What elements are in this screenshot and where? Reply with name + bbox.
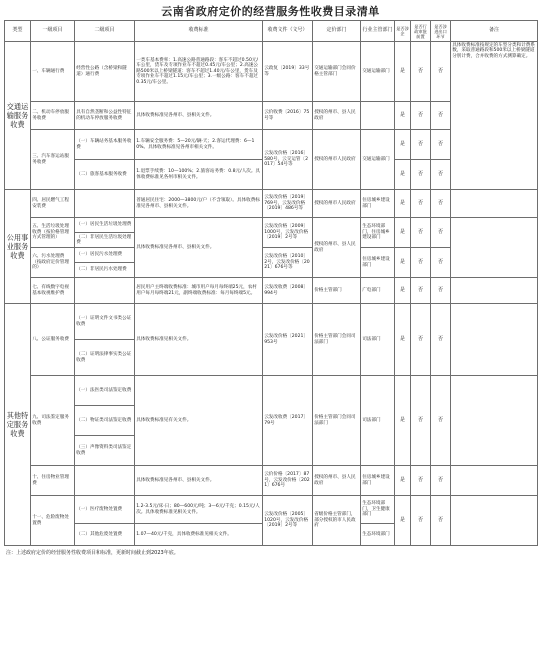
table-row	[5, 42, 538, 102]
is-admin: 否	[411, 102, 431, 130]
fee-document: 云发改收费〔2008〕994号	[263, 278, 313, 304]
fee-document: 云发改价格〔2019〕769号，云发改价格〔2019〕486号等	[263, 190, 313, 218]
is-admin: 否	[411, 130, 431, 160]
pricing-dept: 授权的州市人民政府	[313, 130, 361, 190]
fee-standard: 1.2-3.5元/床·日；80—600元/吨；3—6元/千克；0.15元/人次。具体收费标准见相关文件。	[135, 496, 263, 524]
is-admin: 否	[411, 248, 431, 278]
level2-item: （一）医疗废物处置费	[75, 496, 135, 524]
level2-item: （二）非居民生活垃圾处理费	[75, 233, 135, 248]
fee-standard: 具体收费标准见各州市、县相关文件。	[135, 102, 263, 130]
remarks	[451, 278, 538, 304]
fee-document: 云发改价格〔2010〕2号，云发改价格〔2021〕676号等	[263, 248, 313, 278]
table-row	[5, 496, 538, 524]
level2-item: 具有自然垄断和公益性特征的机动车停放服务收费	[75, 102, 135, 130]
industry-dept: 生态环境部门，卫生健康部门	[361, 496, 395, 524]
fee-document: 云发改价格〔2005〕1020号，云发改价格〔2019〕2号等	[263, 496, 313, 546]
is-enter: 否	[431, 102, 451, 130]
is-fee: 是	[395, 218, 411, 248]
table-row	[5, 466, 538, 496]
pricing-dept: 价格主管部门会同司法部门	[313, 376, 361, 466]
is-fee: 是	[395, 278, 411, 304]
level1-item: 一、车辆通行费	[31, 42, 75, 102]
level1-item: 五、生活垃圾处理收费（按价格管理方式管理的）	[31, 218, 75, 248]
level2-item: （二）物证类司法鉴定收费	[75, 406, 135, 436]
is-enter: 否	[431, 278, 451, 304]
level2-item: （二）非居民污水处理费	[75, 263, 135, 278]
pricing-dept: 交通运输部门会同价格主管部门	[313, 42, 361, 102]
remarks: 具体收费标准按规定的车型分类和计费系数，采取普通路段和500米以上桥梁隧道分别计费，合并收费的方式测算确定。	[451, 42, 538, 190]
is-fee: 是	[395, 466, 411, 496]
level2-item	[75, 278, 135, 304]
pricing-dept: 价格主管部门会同司法部门	[313, 304, 361, 376]
is-enter: 否	[431, 130, 451, 160]
pricing-dept: 价格主管部门	[313, 278, 361, 304]
fee-standard: 一类车基本费率：1.高速公路普通路段：客车不超过0.50元/车公里，货车及专项作业车不超过0.45元/车公里；2.高速公路500米以上桥梁隧道：客车不超过1.40元/车公里，货车及专项作业车不超过1.15元/车公里；3.一级公路：客车不超过0.35元/车公里。	[135, 42, 263, 102]
is-fee: 是	[395, 160, 411, 190]
is-fee: 是	[395, 42, 411, 102]
header-is-enter: 是否涉进出口环节	[431, 21, 451, 42]
pricing-dept: 授权的州市、县人民政府	[313, 102, 361, 130]
level1-item: 七、有线数字电视基本收视维护费	[31, 278, 75, 304]
remarks	[451, 304, 538, 376]
header-is-fee: 是否涉企	[395, 21, 411, 42]
table-row	[5, 278, 538, 304]
table-row	[5, 218, 538, 233]
industry-dept: 生态环境部门，住房城乡建设部门	[361, 218, 395, 248]
industry-dept	[361, 102, 395, 130]
level1-item: 三、汽车客运站服务收费	[31, 130, 75, 190]
industry-dept: 司法部门	[361, 376, 395, 466]
fee-document: 云政复〔2019〕33号等	[263, 42, 313, 102]
is-enter: 否	[431, 304, 451, 376]
pricing-dept: 授权的州市、县人民政府	[313, 466, 361, 496]
level2-item: （一）居民生活垃圾处理费	[75, 218, 135, 233]
fee-document: 云价收费〔2016〕75号等	[263, 102, 313, 130]
is-admin: 否	[411, 278, 431, 304]
level2-item: （一）法医类司法鉴定收费	[75, 376, 135, 406]
is-admin: 否	[411, 190, 431, 218]
is-fee: 是	[395, 304, 411, 376]
level2-item: （二）其他危废处置费	[75, 524, 135, 546]
is-admin: 否	[411, 218, 431, 248]
level1-item: 九、司法鉴定服务收费	[31, 376, 75, 466]
table-row	[5, 190, 538, 218]
level1-item: 二、机动车停放服务收费	[31, 102, 75, 130]
fee-standard: 具体收费标准见有关文件。	[135, 376, 263, 466]
fee-standard: 普通居民住宅：2000—3800元/户（不含领取）。具体收费标准见各州市、县相关文件。	[135, 190, 263, 218]
is-enter: 否	[431, 466, 451, 496]
industry-dept: 交通运输部门	[361, 42, 395, 102]
is-fee: 是	[395, 130, 411, 160]
is-fee: 是	[395, 190, 411, 218]
industry-dept: 交通运输部门	[361, 130, 395, 190]
level1-item: 四、居民燃气工程安装费	[31, 190, 75, 218]
is-enter: 否	[431, 496, 451, 546]
level1-item: 八、公证服务收费	[31, 304, 75, 376]
is-fee: 是	[395, 496, 411, 546]
remarks	[451, 496, 538, 546]
header-standard: 收费标准	[135, 21, 263, 42]
is-fee: 是	[395, 102, 411, 130]
is-enter: 否	[431, 376, 451, 466]
fee-standard: 居民用户主终端收费标准：城市用户每月每终端25元，农村用户每月每终端21元，副终端收费标准：每月每终端5元。	[135, 278, 263, 304]
is-fee: 是	[395, 248, 411, 278]
fee-document: 云价价格〔2017〕87号，云发改价格〔2021〕676号	[263, 466, 313, 496]
remarks	[451, 218, 538, 278]
category-other: 其他特定服务收费	[5, 304, 31, 546]
fee-document: 云发改价格〔2016〕580号，云交运管〔2017〕54号等	[263, 130, 313, 190]
header-is-admin: 是否行政审批前置	[411, 21, 431, 42]
is-admin: 否	[411, 466, 431, 496]
header-type: 类型	[5, 21, 31, 42]
level2-item: （二）证明法律事实类公证收费	[75, 340, 135, 376]
industry-dept: 住房城乡建设部门	[361, 190, 395, 218]
is-enter: 否	[431, 190, 451, 218]
table-row	[5, 304, 538, 340]
industry-dept: 广电部门	[361, 278, 395, 304]
is-enter: 否	[431, 218, 451, 248]
level2-item: （一）证明文件文书类公证收费	[75, 304, 135, 340]
level1-item: 十、住房物业管理费	[31, 466, 75, 496]
is-admin: 否	[411, 496, 431, 546]
remarks	[451, 190, 538, 218]
is-admin: 否	[411, 376, 431, 466]
category-public-utility: 公用事业服务收费	[5, 190, 31, 304]
level2-item: （二）旅客基本服务收费	[75, 160, 135, 190]
level2-item	[75, 190, 135, 218]
header-level2: 二级项目	[75, 21, 135, 42]
table-row	[5, 376, 538, 406]
level2-item	[75, 466, 135, 496]
remarks	[451, 376, 538, 466]
is-enter: 否	[431, 42, 451, 102]
fee-standard: 具体收费标准见各州市、县相关文件。	[135, 466, 263, 496]
fee-standard: 1.车辆安全服务费：5—20元/辆·天；2.客运代理费：6—10%。具体收费标准见各州市相关文件。	[135, 130, 263, 160]
remarks	[451, 466, 538, 496]
level1-item: 六、污水处理费（按政府定价管理的）	[31, 248, 75, 278]
fee-standard: 具体收费标准见各州市、县相关文件。	[135, 218, 263, 278]
fee-standard: 1.退票手续费：10—100%；2.旅客站务费：0.8元/人次。具体收费标准见各州市相关文件。	[135, 160, 263, 190]
level2-item: （一）居民污水处理费	[75, 248, 135, 263]
fee-document: 云发改价格〔2009〕1000号，云发改价格〔2019〕2号等	[263, 218, 313, 248]
header-remarks: 备注	[451, 21, 538, 42]
pricing-dept: 授权的州市、县人民政府	[313, 218, 361, 278]
pricing-dept: 授权的州市人民政府	[313, 190, 361, 218]
is-admin: 否	[411, 304, 431, 376]
fee-catalog-table	[4, 20, 538, 546]
industry-dept: 住房城乡建设部门	[361, 248, 395, 278]
header-dept: 定价部门	[313, 21, 361, 42]
pricing-dept: 省级价格主管部门，部分授权的市人民政府	[313, 496, 361, 546]
is-admin: 否	[411, 42, 431, 102]
is-enter: 否	[431, 160, 451, 190]
level2-item: （一）车辆站务基本服务收费	[75, 130, 135, 160]
industry-dept: 住房城乡建设部门	[361, 466, 395, 496]
header-level1: 一级项目	[31, 21, 75, 42]
is-admin: 否	[411, 160, 431, 190]
industry-dept: 生态环境部门	[361, 524, 395, 546]
fee-standard: 1.07—40元/千克，具体收费标准见相关文件。	[135, 524, 263, 546]
level2-item: （三）声像资料类司法鉴定收费	[75, 436, 135, 466]
fee-document: 云发改价格〔2021〕953号	[263, 304, 313, 376]
fee-standard: 具体收费标准见相关文件。	[135, 304, 263, 376]
is-enter: 否	[431, 248, 451, 278]
header-row	[5, 21, 538, 42]
level2-item: 经营性公路（含桥梁和隧道）通行费	[75, 42, 135, 102]
is-fee: 是	[395, 376, 411, 466]
header-industry: 行业主管部门	[361, 21, 395, 42]
industry-dept: 司法部门	[361, 304, 395, 376]
footer-note: 注：上述政府定价的经营服务性收费项目和标准，更新时间截止到2023年底。	[6, 550, 179, 557]
fee-document: 云发改收费〔2017〕79号	[263, 376, 313, 466]
category-transport: 交通运输服务收费	[5, 42, 31, 190]
header-doc: 收费文件（文号）	[263, 21, 313, 42]
level1-item: 十一、危险废物处置费	[31, 496, 75, 546]
page-title: 云南省政府定价的经营服务性收费目录清单	[161, 5, 380, 18]
